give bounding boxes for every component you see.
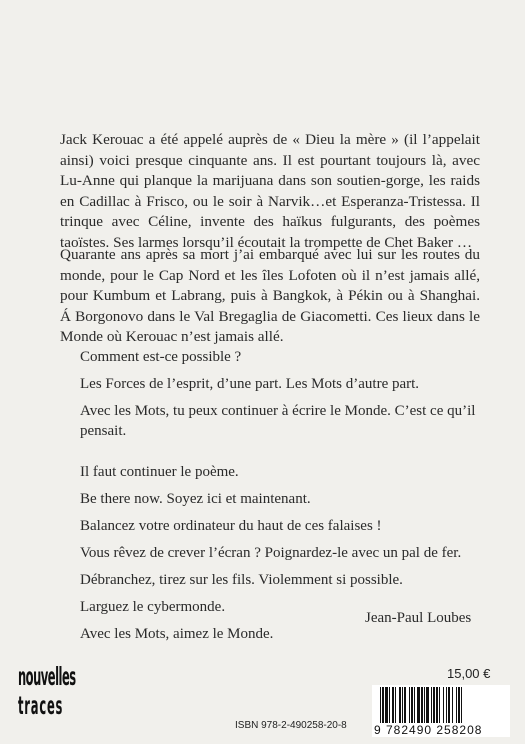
poem-line: Il faut continuer le poème. [80, 464, 239, 480]
barcode-bar [389, 687, 390, 723]
publisher-logo [18, 660, 76, 727]
price-label: 15,00 € [447, 666, 491, 681]
publisher-logo-line2: traces [18, 689, 64, 720]
barcode-bar [446, 687, 447, 723]
barcode-bar [431, 687, 432, 723]
poem-line: Vous rêvez de crever l’écran ? Poignardez-le avec un pal de fer. [80, 545, 462, 561]
barcode-bar [409, 687, 410, 723]
barcode-bar [433, 687, 435, 723]
barcode-number: 9 782490 258208 [374, 723, 483, 737]
barcode-bar [461, 687, 462, 723]
barcode-bar [382, 687, 384, 723]
poem-line: Larguez le cybermonde. [80, 599, 226, 615]
poem-line: Comment est-ce possible ? [80, 349, 242, 365]
barcode-bar [392, 687, 394, 723]
barcode-bar [456, 687, 457, 723]
barcode-bar [421, 687, 423, 723]
barcode-bar [395, 687, 396, 723]
barcode-bar [417, 687, 420, 723]
paragraph-journey: Quarante ans après sa mort j’ai embarqué avec lui sur les routes du monde, pour le Cap Nord et les îles Lofoten où il n’est jamais allé, pour Kumbum et Labrang, puis à Bangkok, à Pékin ou à Shanghai. Á Borgonovo dans le Val Bregaglia de Giacometti. Ces lieux dans le Monde où Kerouac n’est jamais allé. [60, 246, 480, 345]
barcode-bar [448, 687, 450, 723]
barcode-bar [436, 687, 438, 723]
barcode-bar [380, 687, 381, 723]
barcode-bar [458, 687, 460, 723]
barcode-bar [452, 687, 453, 723]
poem-line: Balancez votre ordinateur du haut de ces falaises ! [80, 518, 382, 534]
poem-line: Avec les Mots, tu peux continuer à écrire le Monde. C’est ce qu’il pensait. [80, 403, 476, 439]
poem-line: Avec les Mots, aimez le Monde. [80, 626, 274, 642]
barcode [372, 685, 510, 737]
barcode-bar [424, 687, 425, 723]
publisher-logo-line1: nouvelles [18, 660, 76, 692]
barcode-bar [411, 687, 413, 723]
poem-line: Be there now. Soyez ici et maintenant. [80, 491, 311, 507]
poem-line: Débranchez, tirez sur les fils. Violemment si possible. [80, 572, 403, 588]
barcode-bar [402, 687, 403, 723]
barcode-icon [378, 687, 504, 723]
author-signature: Jean-Paul Loubes [365, 610, 472, 626]
barcode-bar [439, 687, 440, 723]
barcode-bar [399, 687, 401, 723]
isbn-label: ISBN 978-2-490258-20-8 [235, 720, 347, 731]
barcode-bar [414, 687, 415, 723]
paragraph-intro: Jack Kerouac a été appelé auprès de « Dieu la mère » (il l’appelait ainsi) voici presque cinquante ans. Il est pourtant toujours là, avec Lu-Anne qui planque la marijuana dans son soutien-gorge, les raids en Cadillac à Frisco, ou le soir à Narvik…et Esperanza-Tristessa. Il trinque avec Céline, invente des haïkus fulgurants, des poèmes taoïstes. Ses larmes lorsqu’il écoutait la trompette de Chet Baker … [60, 131, 480, 251]
barcode-bar [404, 687, 406, 723]
poem-line: Les Forces de l’esprit, d’une part. Les Mots d’autre part. [80, 376, 420, 392]
barcode-bar [443, 687, 444, 723]
barcode-bar [426, 687, 429, 723]
barcode-bar [385, 687, 388, 723]
